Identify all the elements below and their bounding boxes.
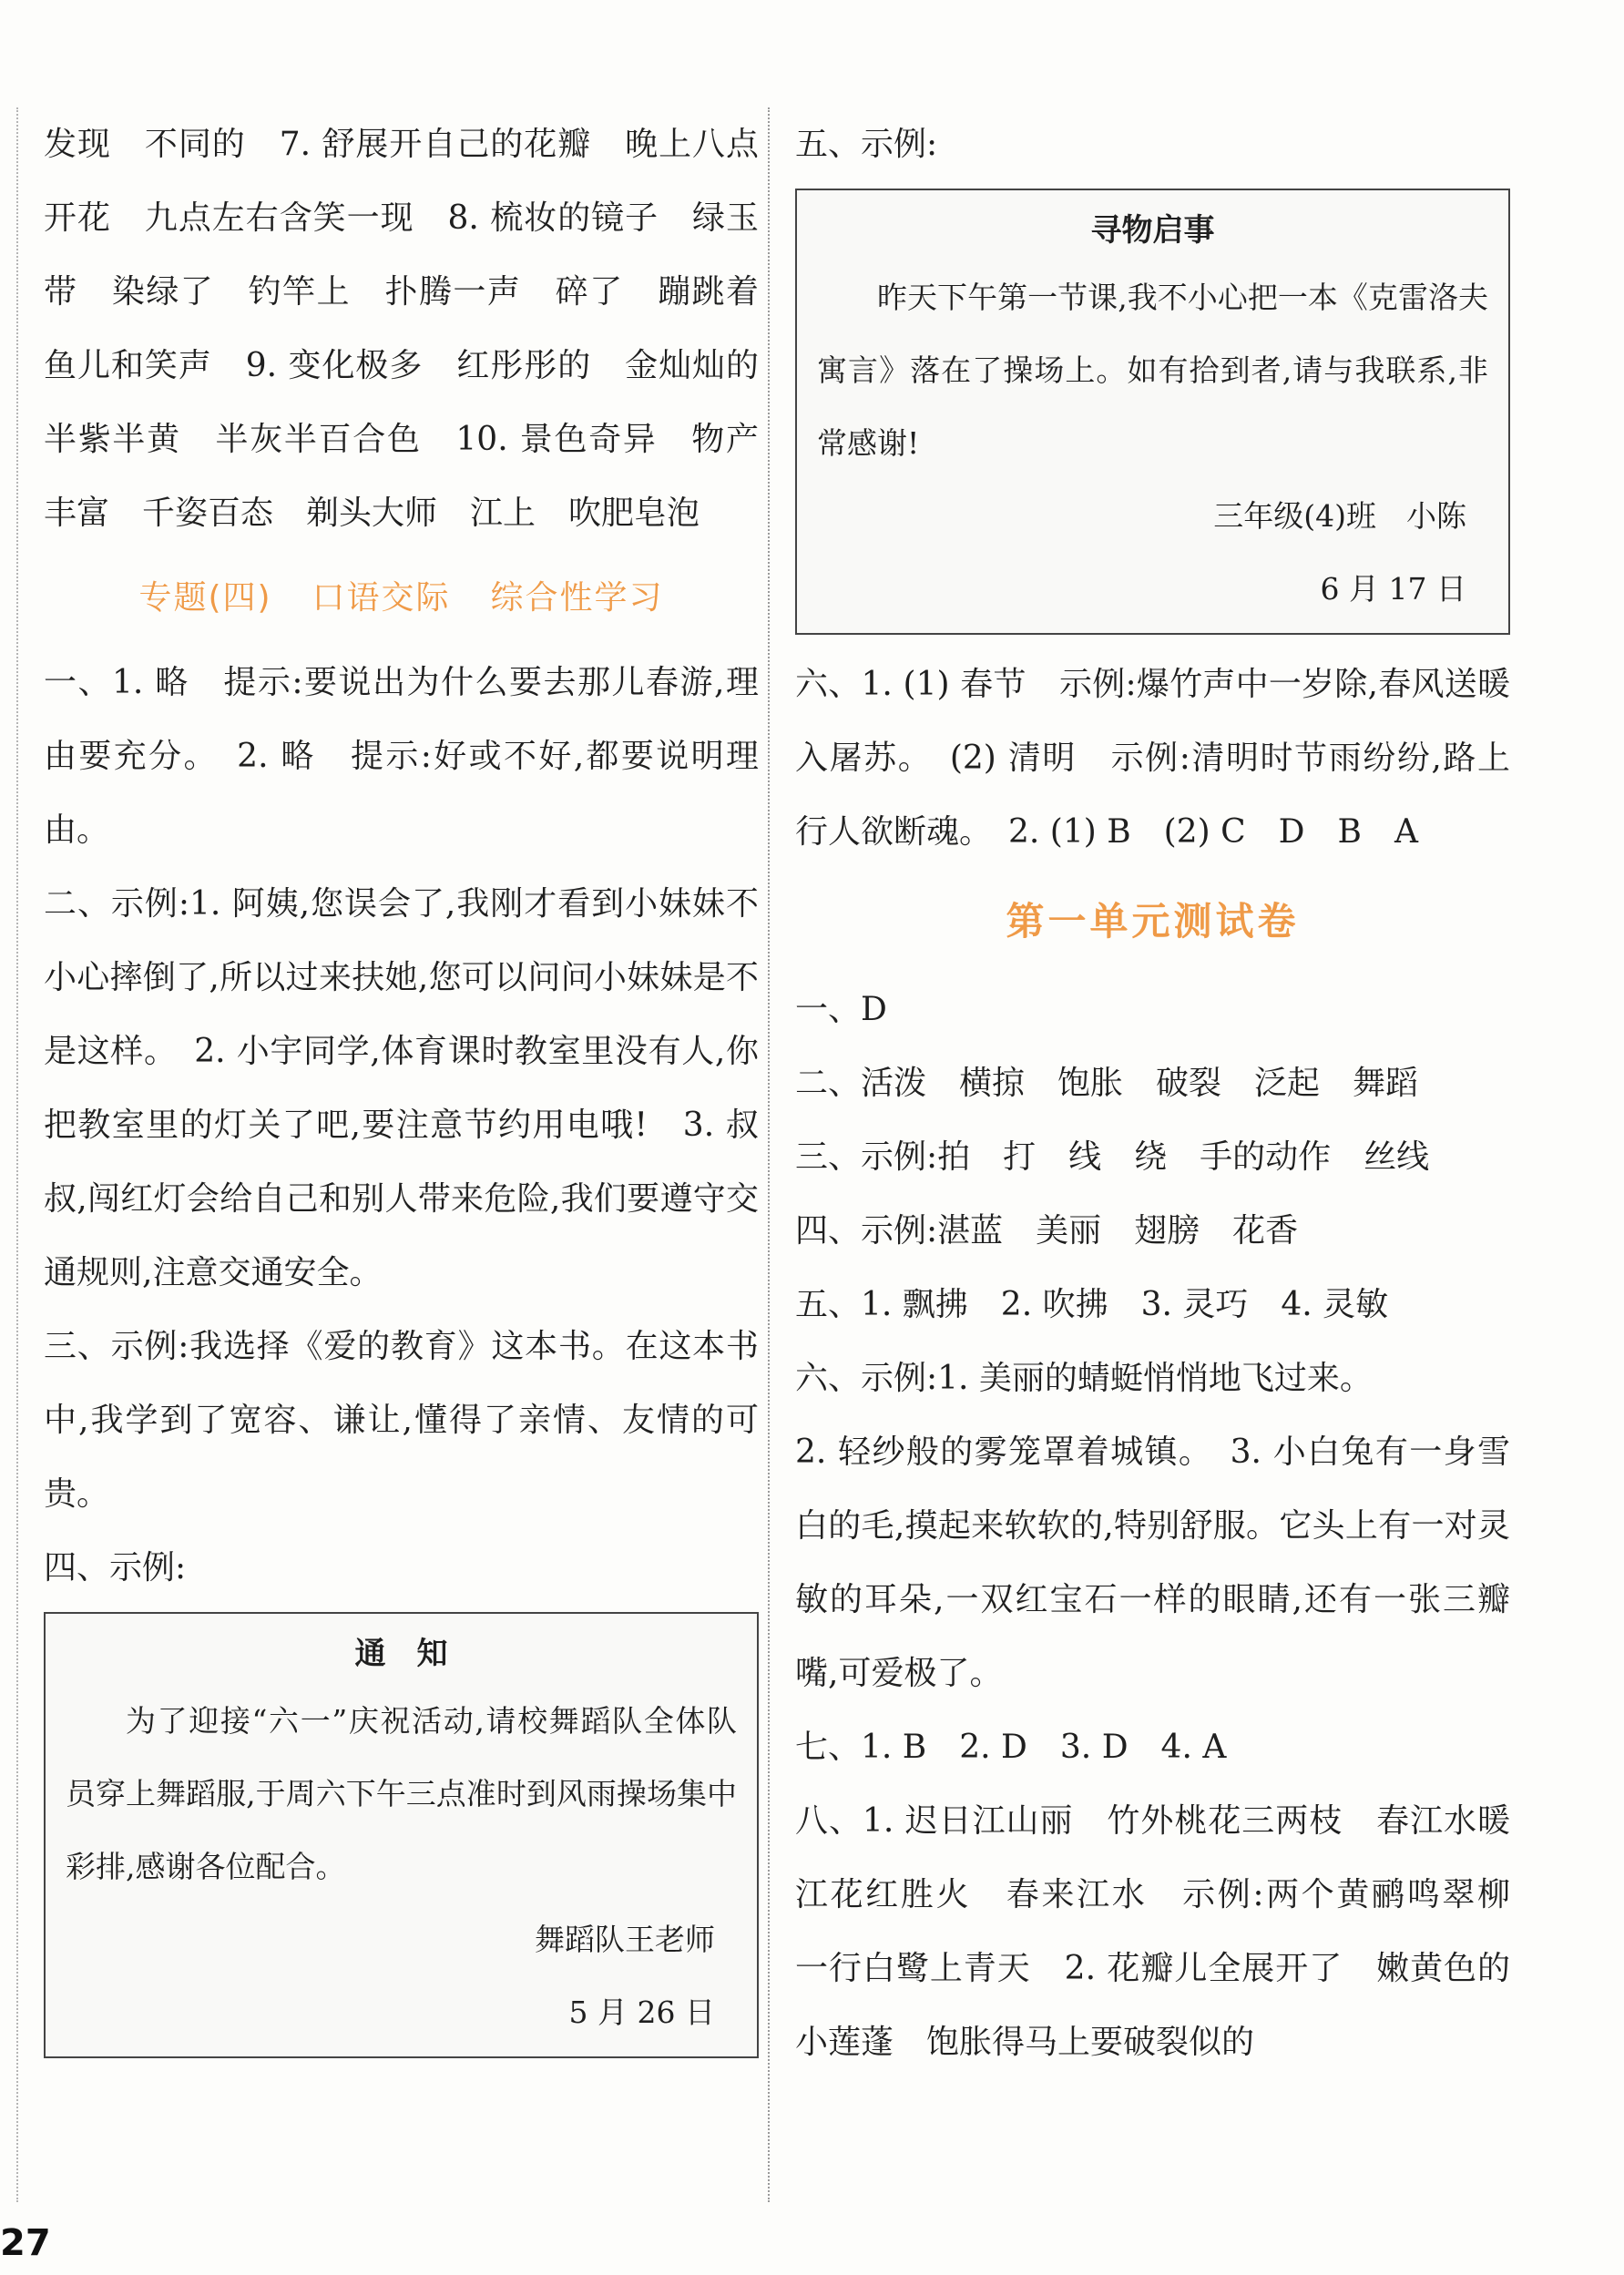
unit-test-title: 第一单元测试卷 bbox=[1006, 899, 1300, 944]
answer-paragraph: 发现 不同的 7. 舒展开自己的花瓣 晚上八点开花 九点左右含笑一现 8. 梳妆的镜子 绿玉带 染绿了 钓竿上 扑腾一声 碎了 蹦跳着鱼儿和笑声 9. 变化极多 红彤彤的 金灿灿的 半紫半黄 半灰半百合色 10. 景色奇异 物产丰富 千姿百态 剃头大师 江上 吹肥皂泡 bbox=[44, 126, 792, 532]
lost-item-notice-box bbox=[795, 189, 1510, 635]
page-number: 27 bbox=[0, 2222, 51, 2264]
notice-title: 通 知 bbox=[354, 1636, 448, 1672]
section-title-part: 专题(四) bbox=[138, 579, 272, 617]
notice-date: 5 月 26 日 bbox=[568, 1994, 715, 2030]
column-divider bbox=[768, 107, 770, 2202]
lost-item-date: 6 月 17 日 bbox=[1320, 571, 1466, 607]
lost-item-title: 寻物启事 bbox=[1090, 212, 1215, 249]
answer-line: 六、示例:1. 美丽的蜻蜓悄悄地飞过来。 bbox=[795, 1360, 1373, 1397]
answer-line: 七、1. B 2. D 3. D 4. A bbox=[795, 1729, 1227, 1766]
section-title-part: 口语交际 bbox=[312, 579, 451, 617]
right-column bbox=[795, 107, 1544, 2079]
answer-paragraph: 八、1. 迟日江山丽 竹外桃花三两枝 春江水暖 江花红胜火 春来江水 示例:两个黄鹂鸣翠柳 一行白鹭上青天 2. 花瓣儿全展开了 嫩黄色的小莲蓬 饱胀得马上要破裂似的 bbox=[795, 1802, 1544, 2061]
left-column bbox=[44, 107, 792, 2071]
answer-paragraph: 六、1. (1) 春节 示例:爆竹声中一岁除,春风送暖入屠苏。 (2) 清明 示例:清明时节雨纷纷,路上行人欲断魂。 2. (1) B (2) C D B A bbox=[795, 666, 1510, 851]
answer-line: 二、活泼 横掠 饱胀 破裂 泛起 舞蹈 bbox=[795, 1065, 1419, 1102]
lost-item-body: 昨天下午第一节课,我不小心把一本《克雷洛夫寓言》落在了操场上。如有拾到者,请与我联系,非常感谢! bbox=[817, 280, 1488, 461]
left-margin-dots bbox=[16, 107, 18, 2202]
lost-item-signature: 三年级(4)班 小陈 bbox=[1213, 498, 1466, 534]
section-title bbox=[44, 561, 759, 635]
answer-paragraph: 三、示例:我选择《爱的教育》这本书。在这本书中,我学到了宽容、谦让,懂得了亲情、友情的可贵。 bbox=[44, 1328, 759, 1513]
notice-body: 为了迎接“六一”庆祝活动,请校舞蹈队全体队员穿上舞蹈服,于周六下午三点准时到风雨操场集中彩排,感谢各位配合。 bbox=[66, 1703, 737, 1884]
answer-heading: 五、示例: bbox=[795, 126, 938, 163]
answer-line: 四、示例:湛蓝 美丽 翅膀 花香 bbox=[795, 1212, 1299, 1250]
answer-line: 一、D bbox=[795, 991, 887, 1028]
notice-signature: 舞蹈队王老师 bbox=[535, 1922, 715, 1957]
answer-paragraph: 二、示例:1. 阿姨,您误会了,我刚才看到小妹妹不小心摔倒了,所以过来扶她,您可以问问小妹妹是不是这样。 2. 小宇同学,体育课时教室里没有人,你把教室里的灯关了吧,要注意节约用电哦! 3. 叔叔,闯红灯会给自己和别人带来危险,我们要遵守交通规则,注意交通安全。 bbox=[44, 885, 759, 1291]
answer-paragraph: 2. 轻纱般的雾笼罩着城镇。 3. 小白兔有一身雪白的毛,摸起来软软的,特别舒服。它头上有一对灵敏的耳朵,一双红宝石一样的眼睛,还有一张三瓣嘴,可爱极了。 bbox=[795, 1433, 1510, 1692]
answer-paragraph: 一、1. 略 提示:要说出为什么要去那儿春游,理由要充分。 2. 略 提示:好或不好,都要说明理由。 bbox=[44, 664, 759, 849]
section-title-part: 综合性学习 bbox=[490, 579, 664, 617]
answer-line: 三、示例:拍 打 线 绕 手的动作 丝线 bbox=[795, 1138, 1430, 1176]
notice-box bbox=[44, 1612, 759, 2058]
answer-line: 五、1. 飘拂 2. 吹拂 3. 灵巧 4. 灵敏 bbox=[795, 1286, 1389, 1323]
answer-heading: 四、示例: bbox=[44, 1549, 187, 1586]
